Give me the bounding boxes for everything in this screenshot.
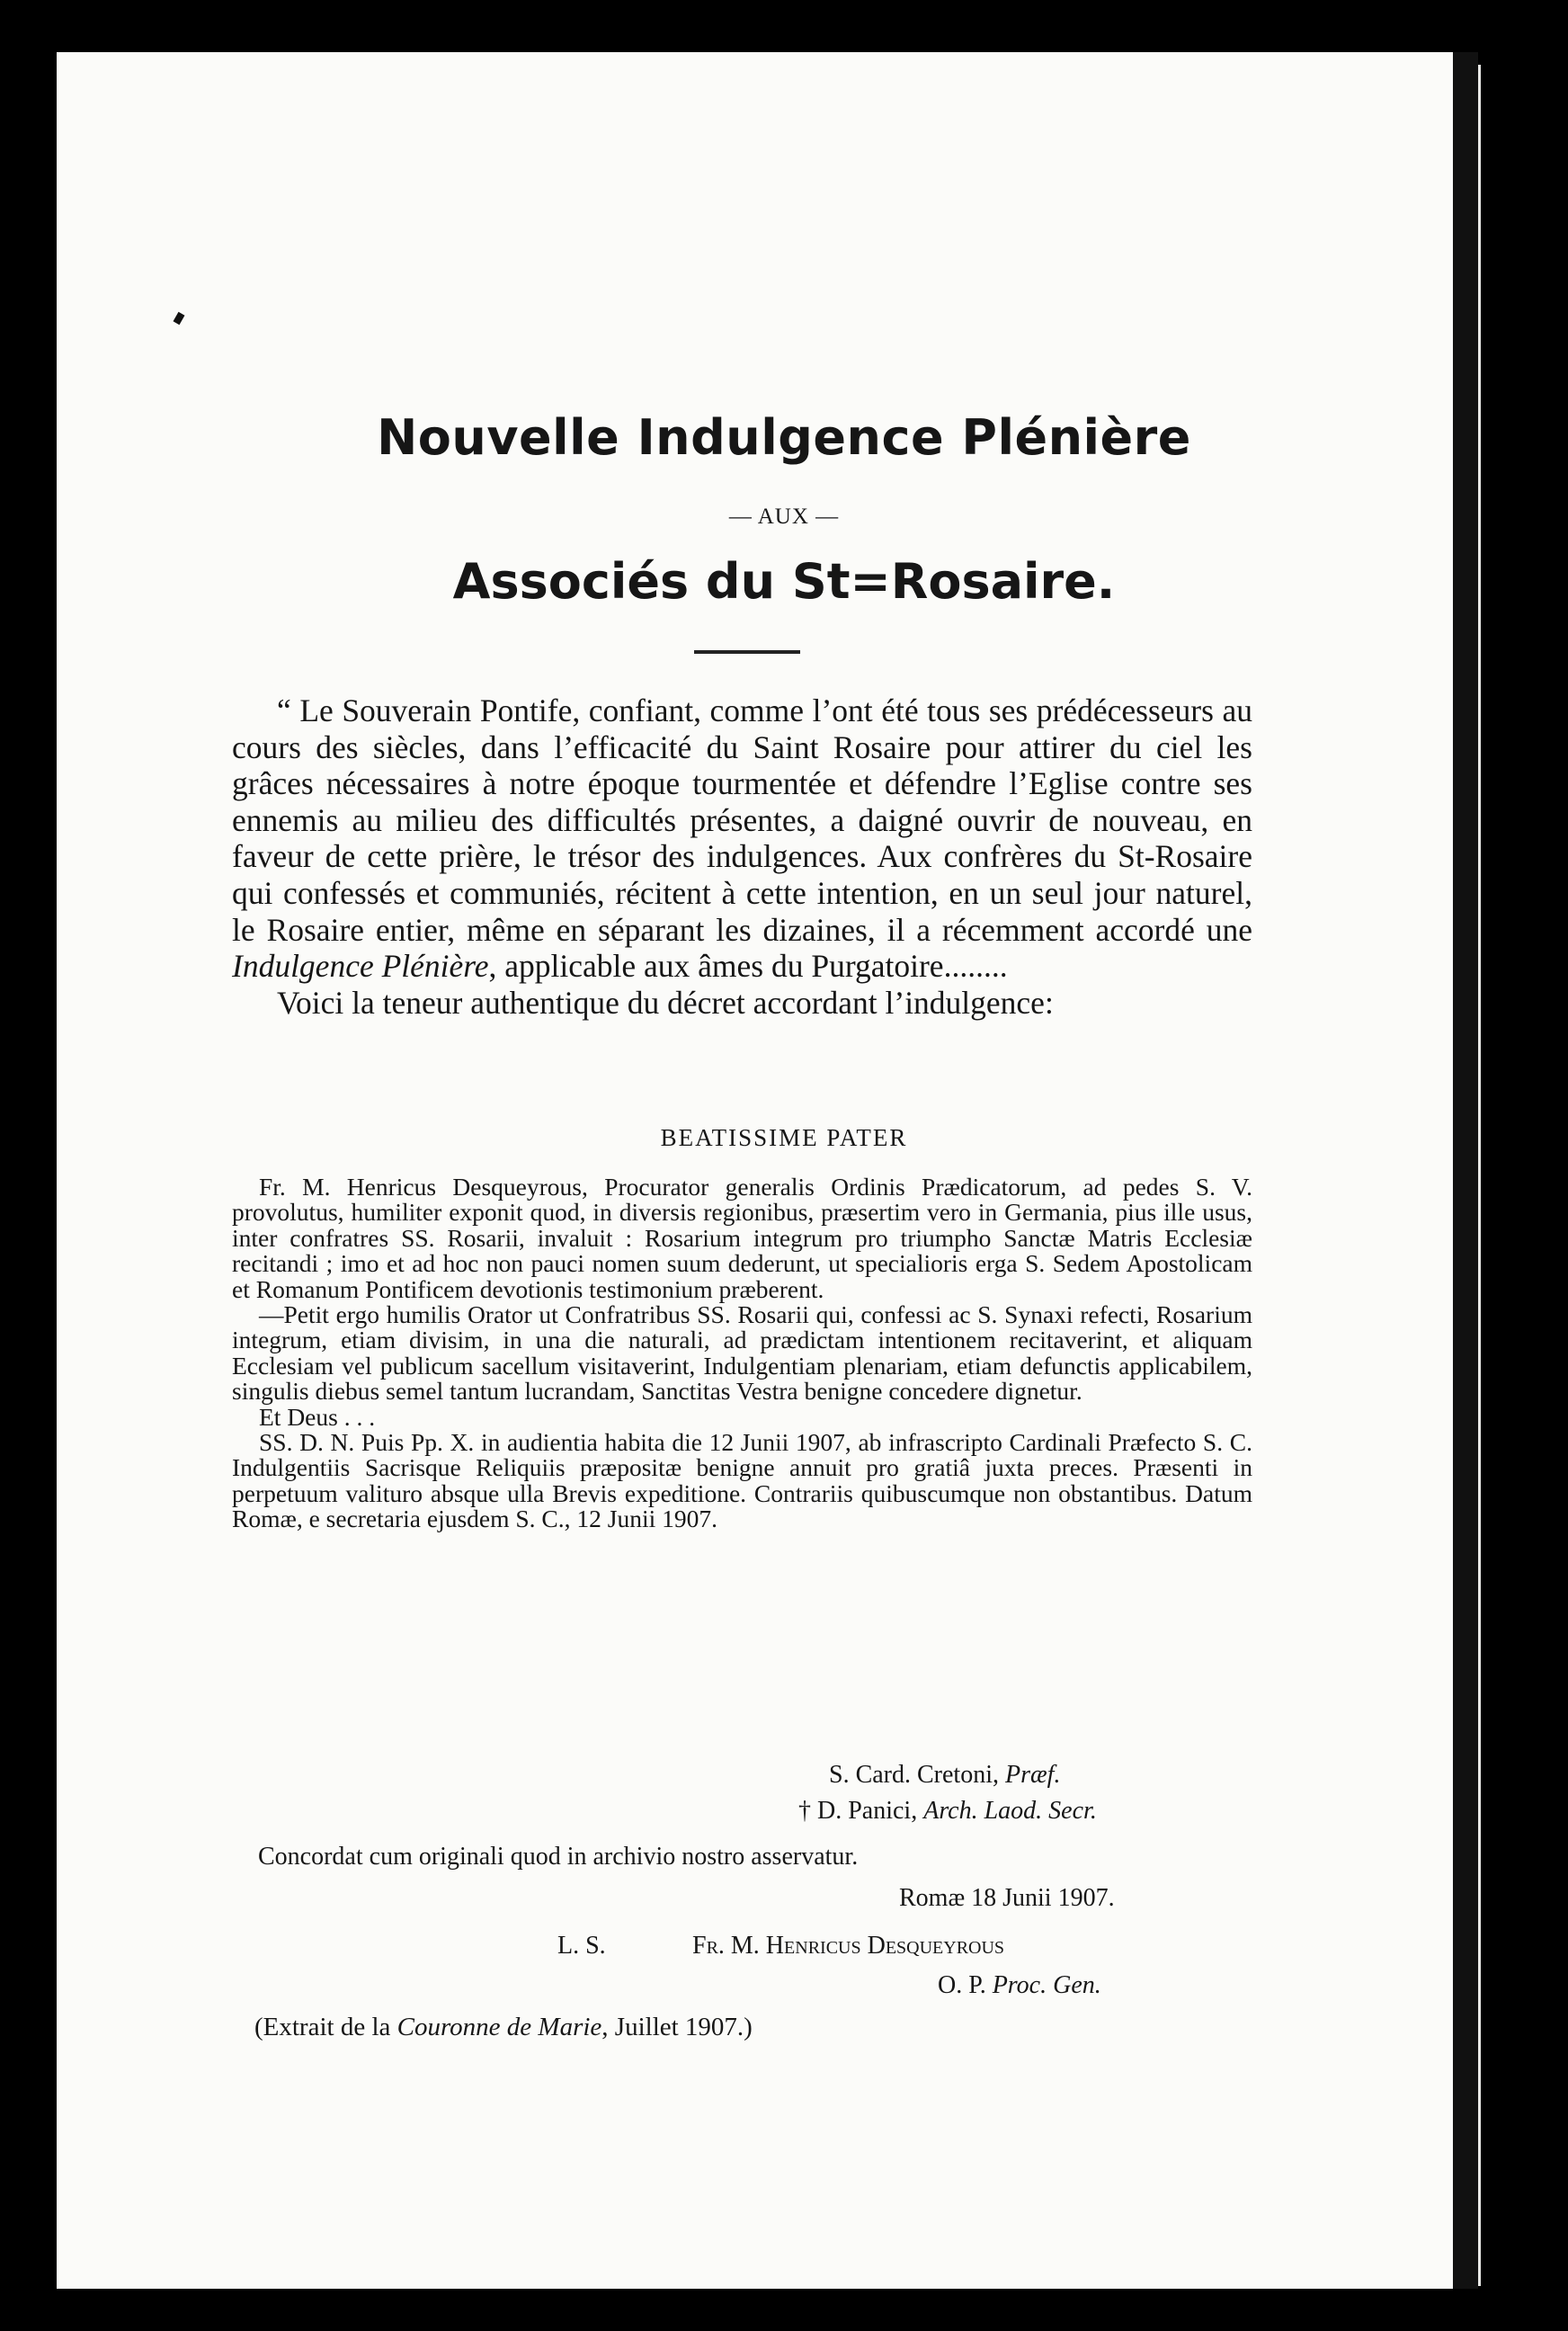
concordat-statement: Concordat cum originali quod in archivio nostro asservatur. [258,1843,859,1871]
document-title: Nouvelle Indulgence Plénière [377,409,1191,466]
intro-paragraph-1-end: , applicable aux âmes du Purgatoire........ [488,948,1008,985]
signer-role: Proc. Gen. [992,1971,1101,1999]
signature-secretary-title: Arch. Laod. Secr. [923,1797,1097,1825]
signature-prefect-title: Præf. [1005,1761,1061,1789]
decree-paragraph: SS. D. N. Puis Pp. X. in audientia habita die 12 Junii 1907, ab infrascripto Cardinali Præfecto S. C. Indulgentiis Sacrisque Reliquiis præpositæ benigne annuit pro gratiâ juxta preces. Præsenti in perpetuum valituro absque ulla Brevis expeditione. Contrariis quibuscumque non obstantibus. Datum Romæ, e secretaria ejusdem S. C., 12 Junii 1907. [232,1428,1252,1533]
title-connector: — AUX — [728,505,840,529]
indulgence-term: Indulgence Plénière [232,948,489,985]
signer-name: Fr. M. Henricus Desqueyrous [692,1932,1005,1960]
intro-paragraph-1 [232,692,1252,985]
intro-paragraph-1-start: “ Le Souverain Pontife, confiant, comme l’ont été tous ses prédécesseurs au cours des siècles, dans l’efficacité du Saint Rosaire pour attirer du ciel les grâces nécessaires à notre époque tourmentée et défendre l’Eglise contre ses ennemis au milieu des difficultés présentes, a daigné ouvrir de nouveau, en faveur de cette prière, le trésor des indulgences. Aux confrères du St-Rosaire qui confessés et communiés, récitent à cette intention, en un seul jour naturel, le Rosaire entier, même en séparant les dizaines, il a récemment accordé une [232,692,1252,948]
page-gutter [1453,52,1478,2289]
decree-paragraph: —Petit ergo humilis Orator ut Confratribus SS. Rosarii qui, confessi ac S. Synaxi refecti, Rosarium integrum, etiam divisim, in una die naturali, ad prædictam intentionem recitaverint, et aliquam Ecclesiam vel publicum sacellum visitaverint, Indulgentiam plenariam, etiam defunctis applicabilem, singulis diebus semel tantum lucrandam, Sanctitas Vestra benigne concedere dignetur. [232,1300,1252,1406]
source-citation [254,2013,753,2042]
seal-mark: L. S. [557,1932,606,1960]
intro-paragraph-2: Voici la teneur authentique du décret accordant l’indulgence: [277,984,1054,1021]
decree-paragraph: Et Deus . . . [259,1402,376,1431]
adjacent-page-edge [1478,65,1481,2286]
source-suffix: , Juillet 1907.) [601,2013,753,2041]
signature-prefect [829,1761,1060,1790]
intro-text [232,692,1252,1021]
decree-heading: BEATISSIME PATER [660,1124,908,1151]
signature-secretary [798,1797,1097,1826]
source-prefix: (Extrait de la [254,2013,397,2041]
title-rule [694,650,800,654]
document-subtitle: Associés du St=Rosaire. [452,553,1116,610]
signature-prefect-name: S. Card. Cretoni, [829,1761,1005,1789]
decree-text [232,1174,1252,1532]
place-date: Romæ 18 Junii 1907. [899,1884,1115,1912]
signature-secretary-name: † D. Panici, [798,1797,924,1825]
signer-order: O. P. [938,1971,993,1999]
signer-title [938,1971,1101,2000]
decree-paragraph: Fr. M. Henricus Desqueyrous, Procurator generalis Ordinis Prædicatorum, ad pedes S. V. provolutus, humiliter exponit quod, in diversis regionibus, præsertim vero in Germania, pius ille usus, inter confratres SS. Rosarii, invaluit : Rosarium integrum pro triumpho Sanctæ Matris Ecclesiæ recitandi ; imo et ad hoc non pauci nomen suum dederunt, ut specialioris erga S. Sedem Apostolicam et Romanum Pontificem devotionis testimonium præberent. [232,1173,1252,1303]
source-publication: Couronne de Marie [396,2013,602,2041]
